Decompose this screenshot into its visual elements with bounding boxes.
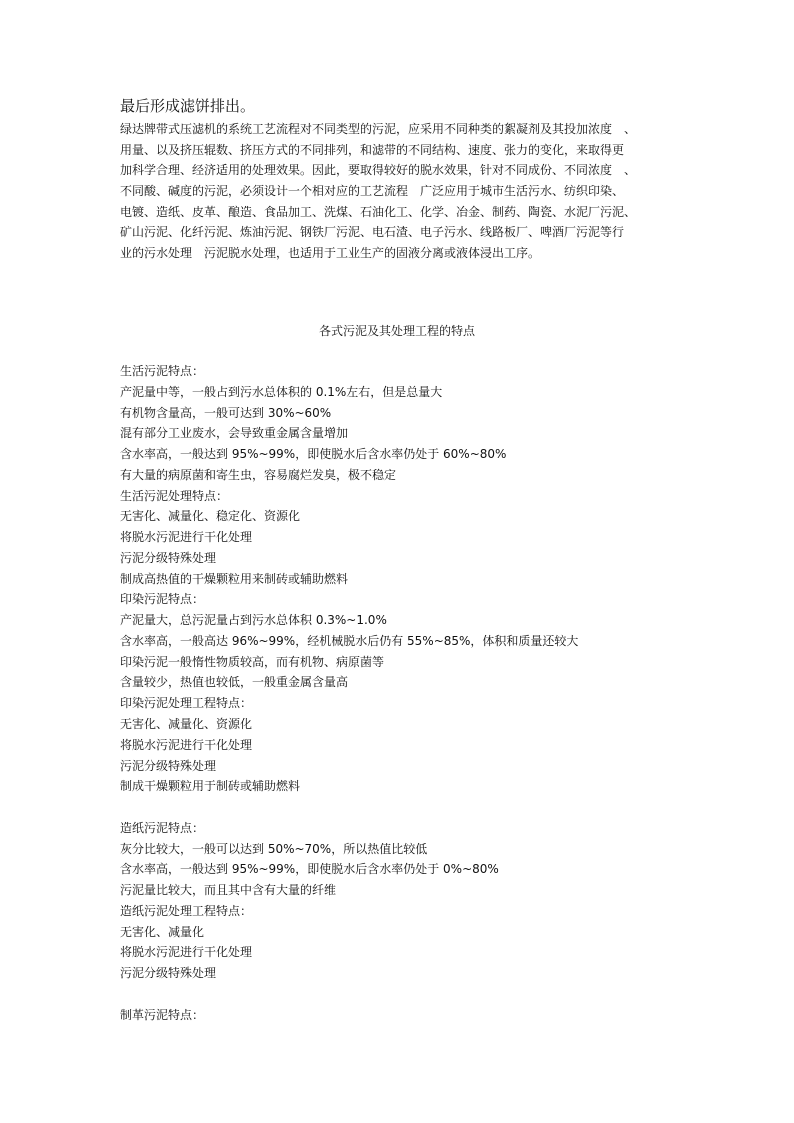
text-line: 污泥分级特殊处理: [120, 550, 217, 565]
text-line: 含水率高，一般达到 95%~99%，即使脱水后含水率仍处于 0%~80%: [120, 862, 499, 877]
intro-line: 电镀、造纸、皮革、酿造、食品加工、洗煤、石油化工、化学、冶金、制药、陶瓷、水泥厂污泥、: [120, 204, 637, 219]
blank-line: [120, 984, 720, 1005]
text-line: 将脱水污泥进行干化处理: [120, 945, 253, 960]
intro-line: 加科学合理、经济适用的处理效果。因此，要取得较好的脱水效果，针对不同成份、不同浓度 、: [120, 163, 637, 178]
text-line: 制成高热值的干燥颗粒用来制砖或辅助燃料: [120, 571, 349, 586]
section-heading: 生活污泥处理特点：: [120, 488, 229, 503]
text-line: 产泥量大，总污泥量占到污水总体积 0.3%~1.0%: [120, 613, 387, 628]
section-heading: 生活污泥特点：: [120, 364, 205, 378]
text-line: 污泥分级特殊处理: [120, 966, 217, 981]
intro-line: 绿达牌带式压滤机的系统工艺流程对不同类型的污泥，应采用不同种类的絮凝剂及其投加浓度 、: [120, 122, 637, 136]
text-line: 无害化、减量化、资源化: [120, 717, 253, 732]
text-line: 污泥分级特殊处理: [120, 758, 217, 773]
text-line: 混有部分工业废水，会导致重金属含量增加: [120, 426, 349, 441]
text-line: 印染污泥一般惰性物质较高，而有机物、病原菌等: [120, 654, 385, 669]
text-line: 将脱水污泥进行干化处理: [120, 530, 253, 545]
section-heading: 印染污泥处理工程特点：: [120, 696, 253, 711]
section-heading: 制革污泥特点：: [120, 1007, 205, 1022]
section-title: 各式污泥及其处理工程的特点: [318, 324, 475, 338]
intro-line: 用量、以及挤压辊数、挤压方式的不同排列，和滤带的不同结构、速度、张力的变化，来取得更: [120, 142, 625, 157]
text-line: 有机物含量高，一般可达到 30%~60%: [120, 405, 332, 420]
blank-line: [120, 797, 720, 818]
section-heading: 印染污泥特点：: [120, 592, 205, 607]
intro-paragraph: [120, 119, 690, 264]
section-heading: 造纸污泥特点：: [120, 820, 205, 835]
text-line: 灰分比较大，一般可以达到 50%~70%，所以热值比较低: [120, 841, 428, 856]
sludge-characteristics-list: [120, 361, 720, 1026]
text-line: 无害化、减量化: [120, 924, 205, 939]
text-line: 将脱水污泥进行干化处理: [120, 737, 253, 752]
text-line: 制成干燥颗粒用于制砖或辅助燃料: [120, 779, 301, 794]
text-line: 产泥量中等，一般占到污水总体积的 0.1%左右，但是总量大: [120, 384, 443, 399]
text-line: 无害化、减量化、稳定化、资源化: [120, 509, 301, 524]
section-heading: 造纸污泥处理工程特点：: [120, 903, 253, 918]
intro-line: 业的污水处理 污泥脱水处理，也适用于工业生产的固液分离或液体浸出工序。: [120, 246, 541, 261]
text-line: 含量较少，热值也较低，一般重金属含量高: [120, 675, 349, 690]
text-line: 含水率高，一般高达 96%~99%，经机械脱水后仍有 55%~85%，体积和质量还较大: [120, 633, 579, 648]
text-line: 污泥量比较大，而且其中含有大量的纤维: [120, 883, 337, 898]
intro-line: 矿山污泥、化纤污泥、炼油污泥、钢铁厂污泥、电石渣、电子污水、线路板厂、啤酒厂污泥等行: [120, 225, 625, 240]
text-line: 含水率高，一般达到 95%~99%，即使脱水后含水率仍处于 60%~80%: [120, 447, 507, 462]
intro-line: 不同酸、碱度的污泥，必须设计一个相对应的工艺流程 广泛应用于城市生活污水、纺织印染、: [120, 184, 625, 199]
lead-sentence: 最后形成滤饼排出。: [120, 97, 256, 115]
text-line: 有大量的病原菌和寄生虫，容易腐烂发臭，极不稳定: [120, 467, 397, 482]
